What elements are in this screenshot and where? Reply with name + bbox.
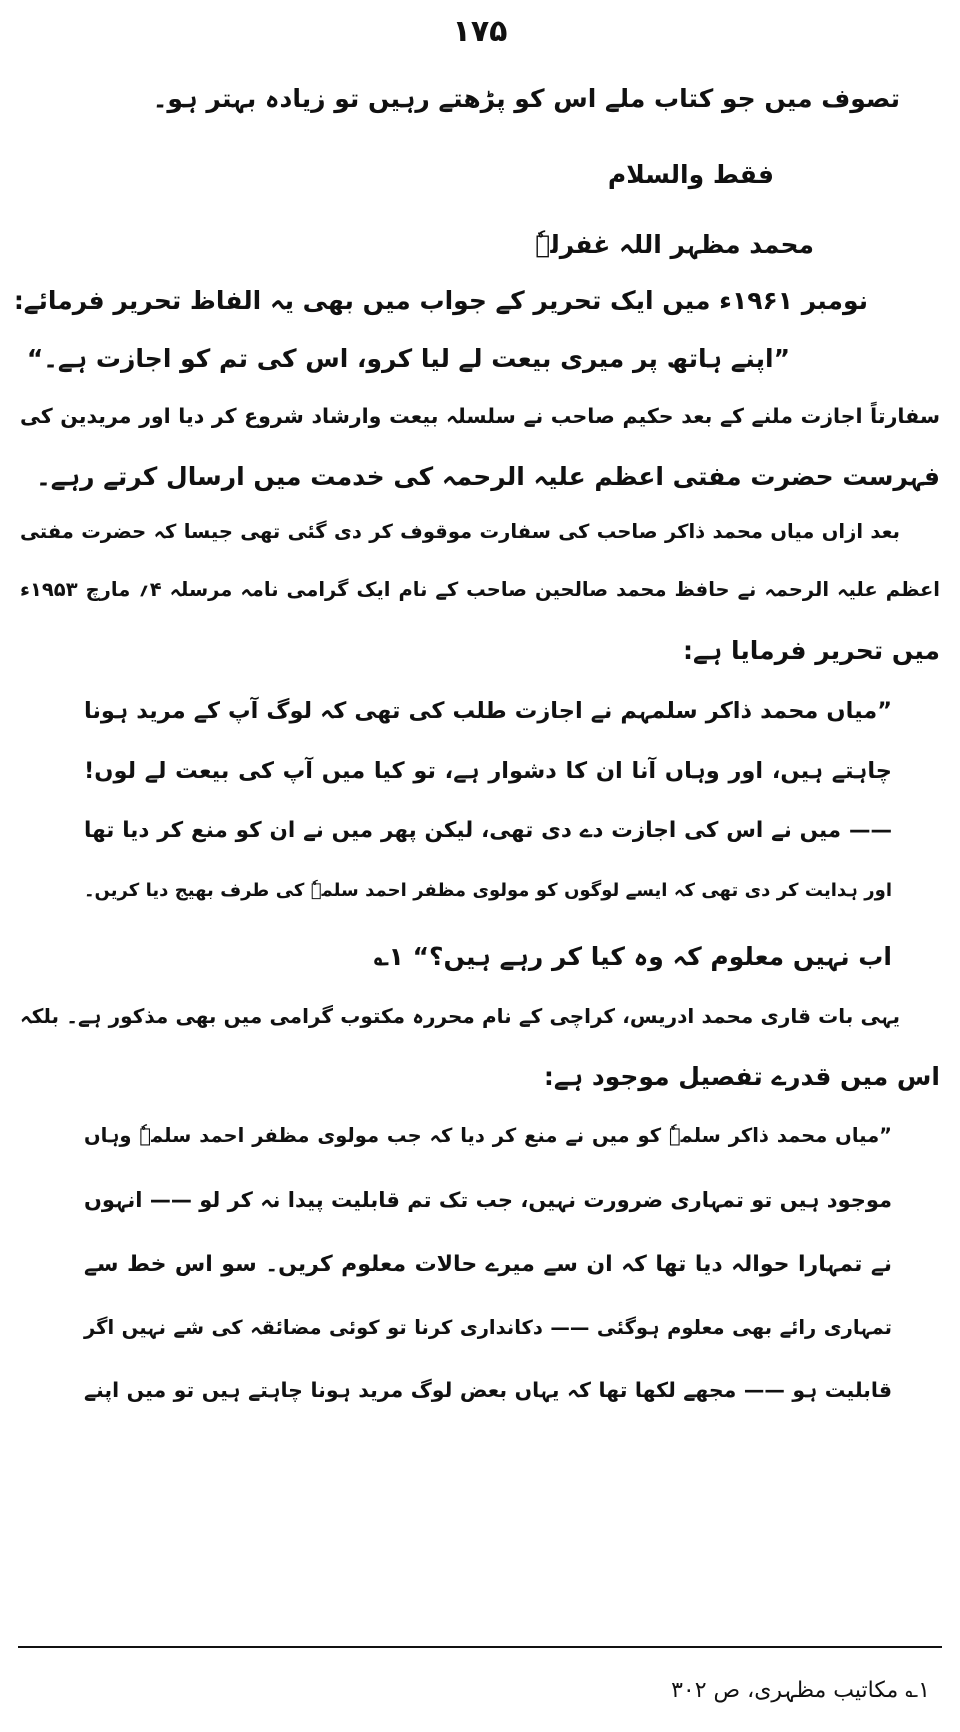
quote-line: اور ہدایت کر دی تھی کہ ایسے لوگوں کو مولوی مظفر احمد سلمہٗ کی طرف بھیج دیا کریں۔ <box>84 880 892 901</box>
closing-salutation: فقط والسلام <box>607 160 774 189</box>
quote-line: چاہتے ہیں، اور وہاں آنا ان کا دشوار ہے، تو کیا میں آپ کی بیعت لے لوں! <box>84 758 892 784</box>
quote-line: نے تمہارا حوالہ دیا تھا کہ ان سے میرے حالات معلوم کریں۔ سو اس خط سے <box>84 1252 892 1277</box>
quote-line: موجود ہیں تو تمہاری ضرورت نہیں، جب تک تم قابلیت پیدا نہ کر لو —— انہوں <box>84 1188 892 1212</box>
quote-line: —— میں نے اس کی اجازت دے دی تھی، لیکن پھر میں نے ان کو منع کر دیا تھا <box>84 818 892 843</box>
quote-line: تمہاری رائے بھی معلوم ہوگئی —— دکانداری کرنا تو کوئی مضائقہ کی شے نہیں اگر <box>84 1316 892 1339</box>
paragraph-line: سفارتاً اجازت ملنے کے بعد حکیم صاحب نے سلسلہ بیعت وارشاد شروع کر دیا اور مریدین کی <box>20 404 940 428</box>
page-number: ۱۷۵ <box>452 14 508 49</box>
text-line: نومبر ۱۹۶۱ء میں ایک تحریر کے جواب میں بھی یہ الفاظ تحریر فرمائے: <box>13 286 868 315</box>
signature: محمد مظہر اللہ غفرلہٗ <box>535 230 814 259</box>
quote-line: اب نہیں معلوم کہ وہ کیا کر رہے ہیں؟“ ۱؎ <box>373 942 892 971</box>
paragraph-line: میں تحریر فرمایا ہے: <box>682 636 940 665</box>
footnote-divider <box>18 1646 942 1648</box>
footnote: ۱؎ مکاتیب مظہری، ص ۳۰۲ <box>671 1678 930 1703</box>
paragraph-line: اعظم علیہ الرحمہ نے حافظ محمد صالحین صاحب کے نام ایک گرامی نامہ مرسلہ ۴؍ مارچ ۱۹۵۳ء <box>20 578 940 601</box>
paragraph-line: یہی بات قاری محمد ادریس، کراچی کے نام محررہ مکتوب گرامی میں بھی مذکور ہے۔ بلکہ <box>20 1004 900 1028</box>
paragraph-line: بعد ازاں میاں محمد ذاکر صاحب کی سفارت موقوف کر دی گئی تھی جیسا کہ حضرت مفتی <box>20 520 900 543</box>
quote-line: ”میاں محمد ذاکر سلمہٗ کو میں نے منع کر دیا کہ جب مولوی مظفر احمد سلمہٗ وہاں <box>84 1124 892 1147</box>
quote-line: قابلیت ہو —— مجھے لکھا تھا کہ یہاں بعض لوگ مرید ہونا چاہتے ہیں تو میں اپنے <box>84 1378 892 1402</box>
paragraph-line: اس میں قدرے تفصیل موجود ہے: <box>543 1062 940 1091</box>
paragraph-line: فہرست حضرت مفتی اعظم علیہ الرحمہ کی خدمت میں ارسال کرتے رہے۔ <box>36 462 940 491</box>
text-line: تصوف میں جو کتاب ملے اس کو پڑھتے رہیں تو زیادہ بہتر ہو۔ <box>152 84 900 113</box>
quote-line: ”میاں محمد ذاکر سلمہم نے اجازت طلب کی تھی کہ لوگ آپ کے مرید ہونا <box>84 698 892 724</box>
quote-line: ”اپنے ہاتھ پر میری بیعت لے لیا کرو، اس کی تم کو اجازت ہے۔“ <box>26 344 790 373</box>
